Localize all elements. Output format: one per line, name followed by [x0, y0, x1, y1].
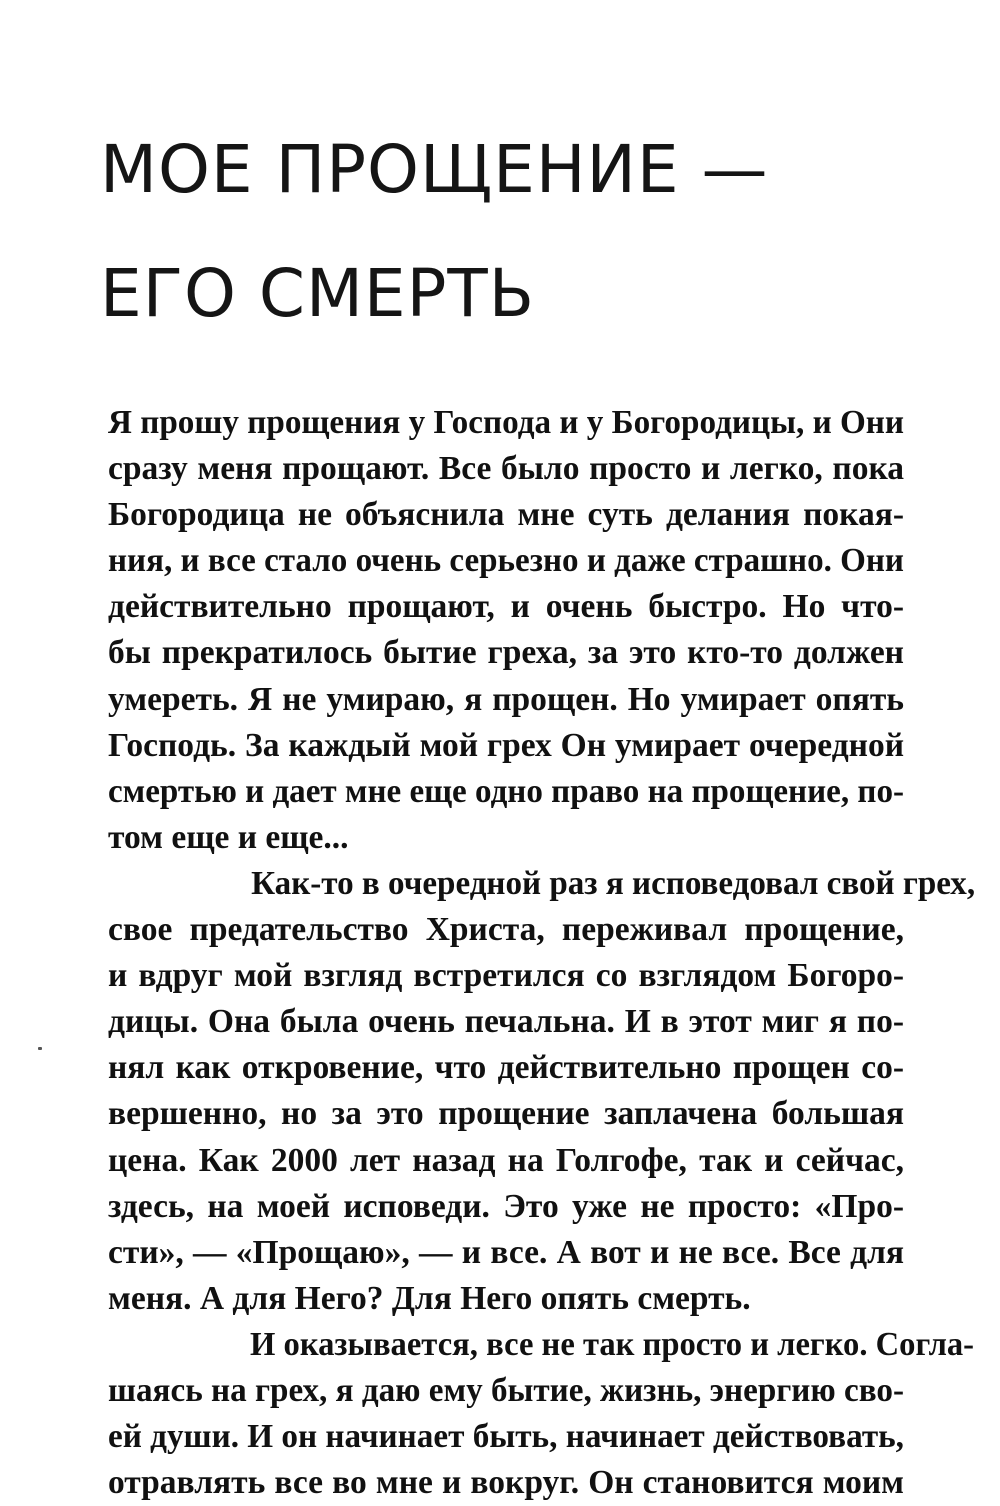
print-speck [38, 1047, 42, 1050]
text-line: том еще и еще... [108, 818, 349, 856]
text-line: свое предательство Христа, переживал прощение, [108, 911, 904, 949]
text-line: смертью и дает мне еще одно право на прощение, по- [108, 772, 904, 810]
text-line: шаясь на грех, я даю ему бытие, жизнь, энергию сво- [108, 1371, 904, 1409]
text-line: действительно прощают, и очень быстро. Но что- [108, 588, 904, 626]
text-line: Богородица не объяснила мне суть делания покая- [108, 496, 904, 534]
text-line: здесь, на моей исповеди. Это уже не просто: «Про- [108, 1187, 904, 1225]
chapter-title-line-2: ЕГО СМЕРТЬ [100, 255, 536, 332]
paragraph-3 [108, 1322, 975, 1506]
paragraph-2 [108, 861, 976, 1322]
text-line: отравлять все во мне и вокруг. Он становится моим [108, 1464, 904, 1502]
text-line: ния, и все стало очень серьезно и даже страшно. Они [108, 542, 904, 580]
text-line: сти», — «Прощаю», — и все. А вот и не все. Все для [108, 1233, 904, 1271]
chapter-title-line-1: МОЕ ПРОЩЕНИЕ — [100, 131, 769, 208]
text-line: Как-то в очередной раз я исповедовал свой грех, [251, 864, 976, 902]
body-text [108, 400, 976, 1506]
text-line: Я прошу прощения у Господа и у Богородицы, и Они [108, 404, 904, 441]
text-line: И оказывается, все не так просто и легко. Согла- [250, 1325, 975, 1363]
text-line: сразу меня прощают. Все было просто и легко, пока [108, 450, 904, 488]
chapter-title [100, 108, 920, 356]
text-line: Господь. За каждый мой грех Он умирает очередной [108, 726, 904, 764]
text-line: цена. Как 2000 лет назад на Голгофе, так и сейчас, [108, 1141, 904, 1179]
text-line: и вдруг мой взгляд встретился со взглядом Богоро- [108, 957, 904, 995]
text-line: ей души. И он начинает быть, начинает действовать, [108, 1418, 904, 1456]
text-line: бы прекратилось бытие греха, за это кто-то должен [108, 634, 904, 672]
text-line: дицы. Она была очень печальна. И в этот миг я по- [108, 1003, 904, 1041]
text-line: умереть. Я не умираю, я прощен. Но умирает опять [108, 680, 904, 718]
text-line: вершенно, но за это прощение заплачена большая [108, 1095, 904, 1133]
text-line: меня. А для Него? Для Него опять смерть. [108, 1279, 751, 1317]
text-line: нял как откровение, что действительно прощен со- [108, 1049, 904, 1087]
paragraph-1 [108, 400, 904, 861]
